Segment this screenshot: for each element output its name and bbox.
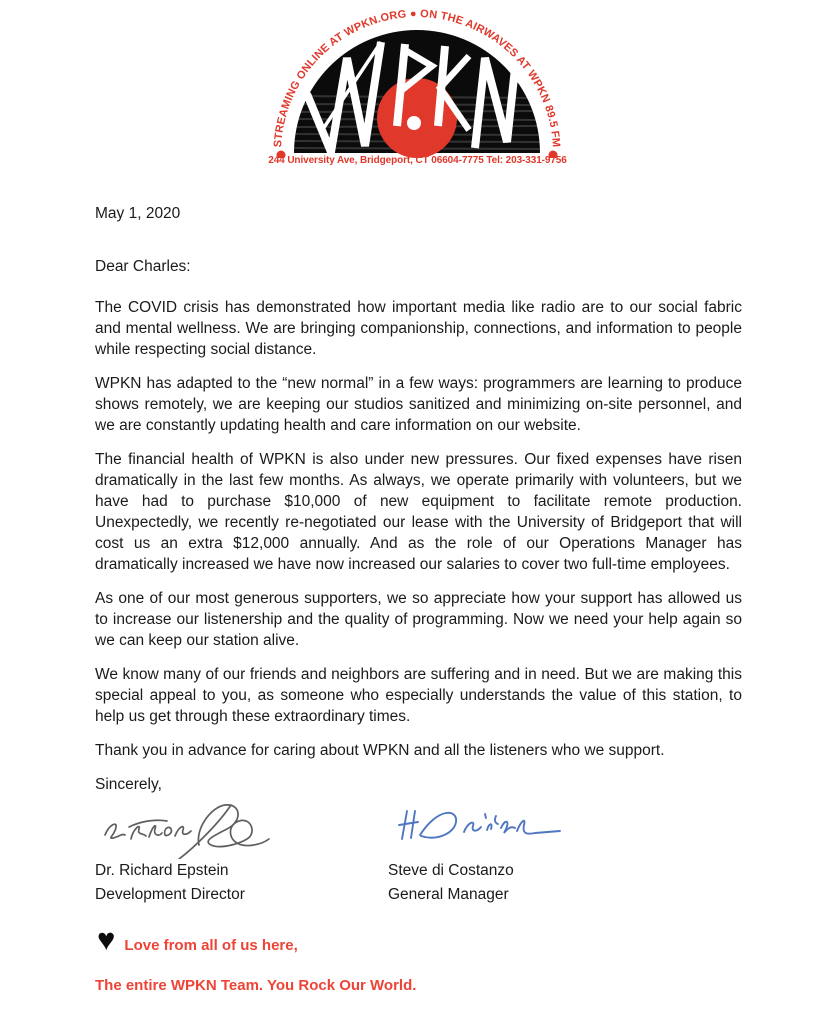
heart-icon: ♥ — [97, 922, 116, 957]
signer-name: Steve di Costanzo — [388, 862, 514, 879]
paragraph-1: The COVID crisis has demonstrated how important media like radio are to our social fabric and mental wellness. We are bringing companionship, connections, and information to people while respecting social distance. — [95, 299, 742, 358]
signature-steve-di-costanzo — [388, 797, 563, 859]
paragraph-4: As one of our most generous supporters, we so appreciate how your support has allowed us to increase our listenership and the quality of programming. Now we need your help again so we can keep our station alive. — [95, 590, 742, 649]
spindle-hole-icon — [407, 116, 421, 130]
logo-arc-text: STREAMING ONLINE AT WPKN.ORG ● ON THE AIRWAVES AT WPKN 89.5 FM — [272, 7, 562, 148]
letter-body — [95, 203, 742, 907]
signer-left — [95, 797, 388, 907]
signer-title: General Manager — [388, 886, 509, 903]
signer-right — [388, 797, 742, 907]
footer-love-line — [97, 922, 298, 957]
paragraph-5: We know many of our friends and neighbors are suffering and in need. But we are making this special appeal to you, as someone who especially understands the value of this station, to help us get through these extraordinary times. — [95, 666, 742, 725]
paragraph-3: The financial health of WPKN is also under new pressures. Our fixed expenses have risen dramatically in the last few months. As always, we operate primarily with volunteers, but we have had to purchase $10,000 of new equipment to facilitate remote production. Unexpectedly, we recently re-negotiated our lease with the University of Bridgeport that will cost us an extra $12,000 annually. And as the role of our Operations Manager has dramatically increased we have now increased our salaries to cover two full-time employees. — [95, 451, 742, 573]
signature-block — [95, 797, 742, 907]
closing: Sincerely, — [95, 776, 162, 793]
letter-date: May 1, 2020 — [95, 205, 181, 222]
footer-team-line: The entire WPKN Team. You Rock Our World. — [95, 977, 417, 994]
station-address: 244 University Ave, Bridgeport, CT 06604-7775 Tel: 203-331-9756 — [268, 155, 567, 166]
footer-line1-text: Love from all of us here, — [124, 937, 298, 954]
signer-title: Development Director — [95, 886, 245, 903]
signature-richard-epstein — [95, 797, 280, 859]
wpkn-logo — [267, 6, 567, 158]
salutation: Dear Charles: — [95, 258, 191, 275]
wpkn-record-graphic — [267, 6, 567, 158]
paragraph-6: Thank you in advance for caring about WPKN and all the listeners who we support. — [95, 742, 665, 759]
paragraph-2: WPKN has adapted to the “new normal” in a few ways: programmers are learning to produce shows remotely, we are keeping our studios sanitized and minimizing on-site personnel, and we are constantly updating health and care information on our website. — [95, 375, 742, 434]
signer-name: Dr. Richard Epstein — [95, 862, 229, 879]
